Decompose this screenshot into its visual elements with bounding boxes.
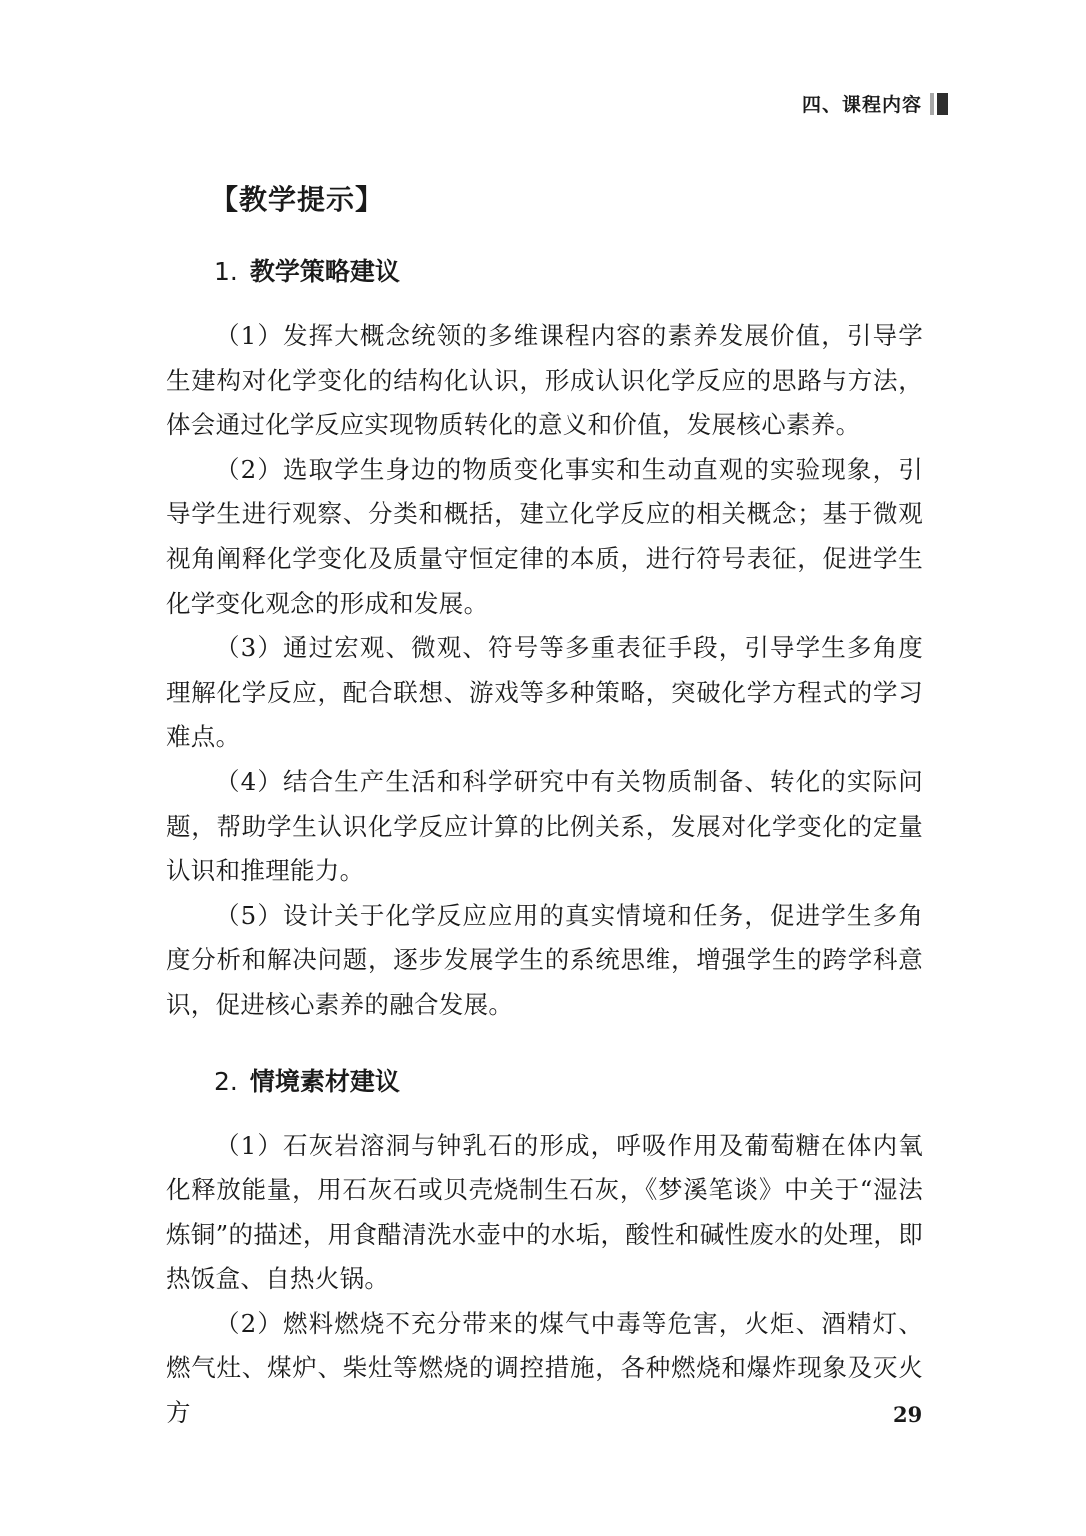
- paragraph: （1）石灰岩溶洞与钟乳石的形成，呼吸作用及葡萄糖在体内氧化释放能量，用石灰石或贝壳烧制生石灰，《梦溪笔谈》中关于“湿法炼铜”的描述，用食醋清洗水壶中的水垢，酸性和碱性废水的处理，即热饭盒、自热火锅。: [166, 1130, 924, 1294]
- page-content: [166, 178, 923, 1436]
- header-decoration: [930, 93, 948, 115]
- paragraph: （3）通过宏观、微观、符号等多重表征手段，引导学生多角度理解化学反应，配合联想、游戏等多种策略，突破化学方程式的学习难点。: [166, 633, 924, 752]
- header-bar-dark: [937, 93, 948, 115]
- page-number: 29: [893, 1402, 923, 1427]
- subsection-number: 1.: [214, 257, 238, 286]
- paragraph: （4）结合生产生活和科学研究中有关物质制备、转化的实际问题，帮助学生认识化学反应计算的比例关系，发展对化学变化的定量认识和推理能力。: [166, 766, 924, 886]
- paragraph: （2）燃料燃烧不充分带来的煤气中毒等危害，火炬、酒精灯、燃气灶、煤炉、柴灶等燃烧的调控措施，各种燃烧和爆炸现象及灭火方: [166, 1308, 924, 1428]
- strategy-paragraphs: [166, 314, 923, 1028]
- context-paragraphs: [166, 1124, 923, 1436]
- paragraph: （2）选取学生身边的物质变化事实和生动直观的实验现象，引导学生进行观察、分类和概括，建立化学反应的相关概念；基于微观视角阐释化学变化及质量守恒定律的本质，进行符号表征，促进学生化学变化观念的形成和发展。: [166, 454, 924, 618]
- running-header-title: 四、课程内容: [801, 94, 922, 116]
- subsection-number: 2.: [214, 1066, 238, 1096]
- header-bar-light: [930, 93, 934, 115]
- subsection-title: 情境素材建议: [249, 1066, 400, 1096]
- running-header: [802, 90, 948, 117]
- subsection-heading-context: [214, 1062, 923, 1098]
- subsection-heading-strategy: [214, 252, 923, 288]
- section-title: 【教学提示】: [210, 183, 385, 216]
- paragraph: （1）发挥大概念统领的多维课程内容的素养发展价值，引导学生建构对化学变化的结构化认识，形成认识化学反应的思路与方法，体会通过化学反应实现物质转化的意义和价值，发展核心素养。: [166, 321, 924, 440]
- paragraph: （5）设计关于化学反应应用的真实情境和任务，促进学生多角度分析和解决问题，逐步发展学生的系统思维，增强学生的跨学科意识，促进核心素养的融合发展。: [166, 900, 924, 1019]
- subsection-title: 教学策略建议: [249, 257, 400, 286]
